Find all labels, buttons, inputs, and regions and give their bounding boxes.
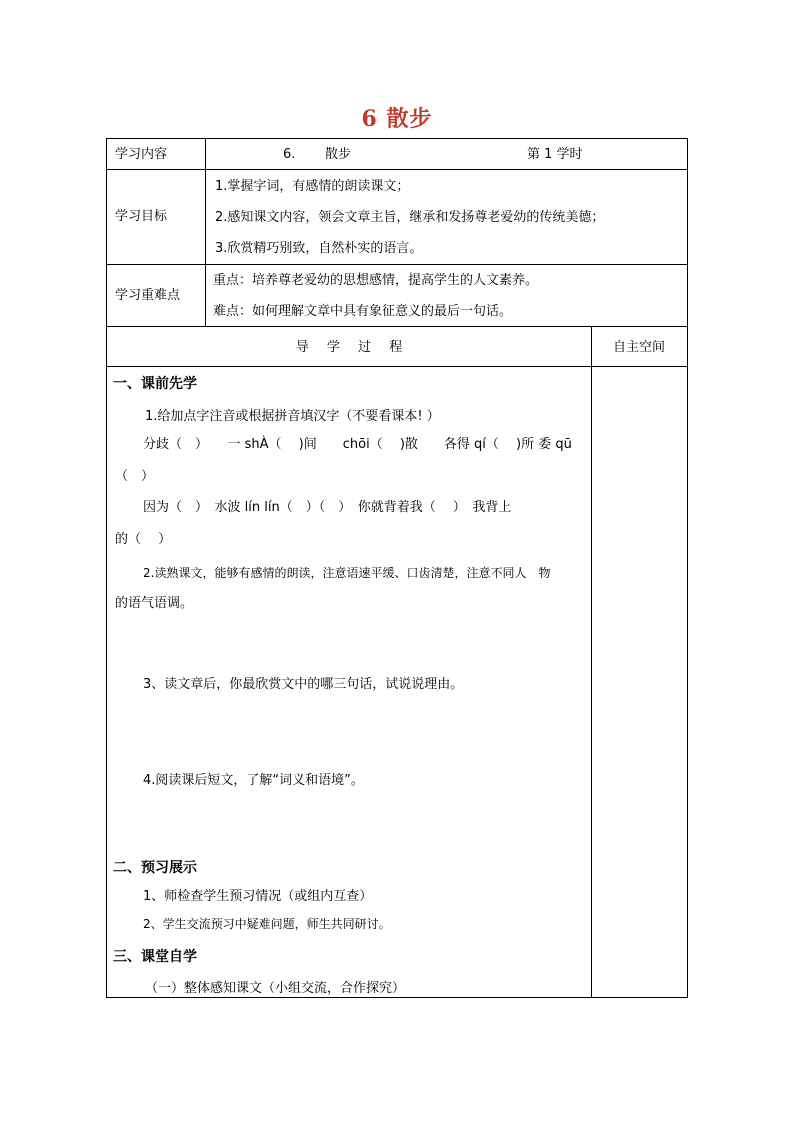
lesson-number: 6.: [283, 147, 296, 162]
row-divider: [107, 366, 687, 367]
question-1-line: 分歧（ ） 一 shÀ（ )间 chōi（ )散 各得 qí（ )所 委 qū: [143, 437, 572, 452]
goal-item: 2.感知课文内容，领会文章主旨，继承和发扬尊老爱幼的传统美德；: [215, 210, 605, 225]
section-heading: 二、预习展示: [113, 860, 197, 876]
content-label: 学习内容: [115, 147, 168, 162]
side-column-divider: [591, 326, 592, 997]
lesson-period: 第 1 学时: [527, 147, 583, 162]
label-column-divider: [205, 139, 206, 326]
process-header: 导 学 过 程: [295, 340, 403, 355]
goals-label: 学习目标: [115, 209, 168, 224]
focus-point: 重点：培养尊老爱幼的思想感情，提高学生的人文素养。: [213, 273, 539, 288]
question-3: 3、读文章后，你最欣赏文中的哪三句话，试说说理由。: [143, 677, 464, 692]
row-divider: [107, 169, 687, 170]
self-study-space-header: 自主空间: [612, 340, 665, 355]
question-1-line: 的（ ）: [115, 532, 172, 547]
list-item: 1、师检查学生预习情况（或组内互查）: [143, 889, 373, 904]
difficulty-point: 难点：如何理解文章中具有象征意义的最后一句话。: [213, 304, 513, 319]
question-4: 4.阅读课后短文，了解“词义和语境”。: [143, 773, 364, 788]
document-title: 6 散步: [361, 106, 433, 132]
lesson-name: 散步: [325, 147, 352, 162]
section-heading: 三、课堂自学: [113, 949, 197, 965]
question-1-line: （ ）: [115, 469, 155, 484]
list-item: 2、学生交流预习中疑难问题，师生共同研讨。: [143, 917, 391, 931]
lesson-table: [106, 138, 688, 998]
goal-item: 3.欣赏精巧别致，自然朴实的语言。: [215, 241, 423, 256]
list-item: （一）整体感知课文（小组交流，合作探究）: [145, 981, 406, 996]
question-2: 2.读熟课文，能够有感情的朗读，注意语速平缓、口齿清楚，注意不同人 物: [143, 566, 551, 580]
key-points-label: 学习重难点: [115, 288, 181, 303]
row-divider: [107, 264, 687, 265]
goal-item: 1.掌握字词，有感情的朗读课文；: [215, 179, 410, 194]
question-2-continued: 的语气语调。: [115, 596, 194, 611]
question-1: 1.给加点字注音或根据拼音填汉字（不要看课本! ）: [145, 409, 440, 424]
section-heading: 一、课前先学: [113, 376, 197, 392]
row-divider: [107, 326, 687, 327]
question-1-line: 因为（ ） 水波 lín lín（ ）（ ） 你就背着我（ ） 我背上: [143, 500, 512, 515]
